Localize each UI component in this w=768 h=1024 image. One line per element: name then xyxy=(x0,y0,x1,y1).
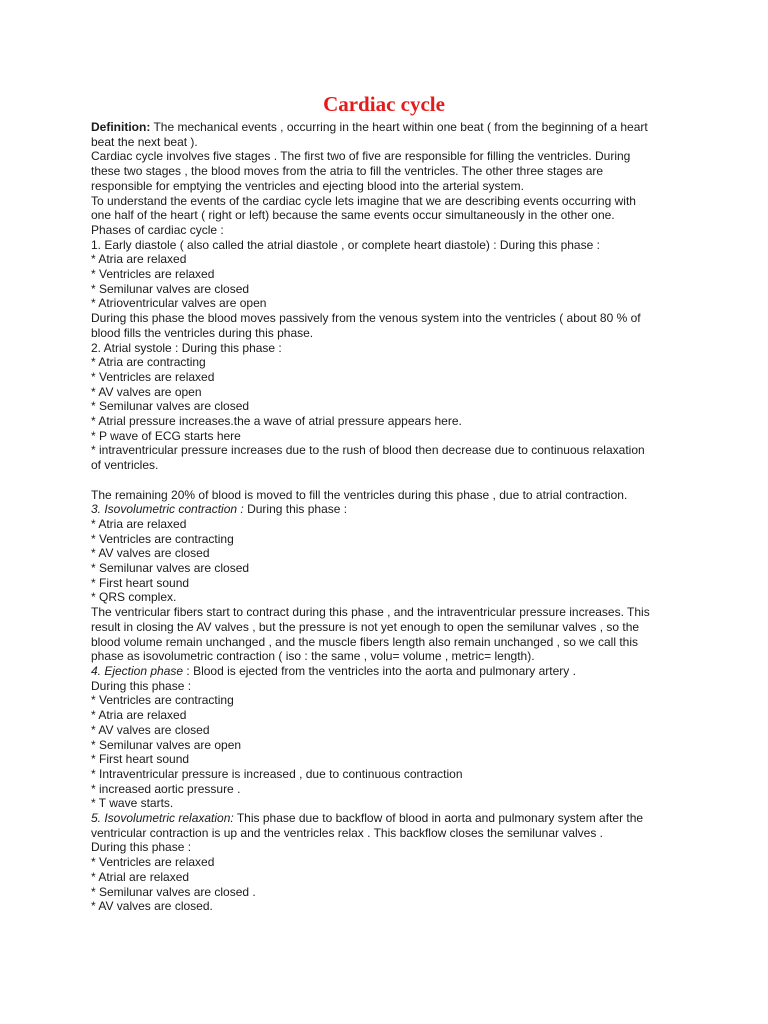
section-3-text: During this phase : xyxy=(243,502,348,517)
section-heading-line xyxy=(91,811,691,826)
list-item: * Ventricles are relaxed xyxy=(91,855,215,870)
definition-text: The mechanical events , occurring in the heart within one beat ( from the beginning of a heart xyxy=(150,120,648,134)
text-line: responsible for emptying the ventricles and ejecting blood into the arterial system. xyxy=(91,178,524,193)
section-4-text: : Blood is ejected from the ventricles into the aorta and pulmonary artery . xyxy=(183,664,576,678)
list-item: * Atria are contracting xyxy=(91,355,206,370)
list-item: * increased aortic pressure . xyxy=(91,781,241,796)
list-item: * Atria are relaxed xyxy=(91,708,187,723)
document-body xyxy=(91,120,691,914)
section-5-label: 5. Isovolumetric relaxation: xyxy=(91,811,234,826)
section-3-label: 3. Isovolumetric contraction : xyxy=(91,502,244,517)
list-item: * Ventricles are relaxed xyxy=(91,369,215,384)
definition-label: Definition: xyxy=(91,120,151,134)
text-line: During this phase the blood moves passively from the venous system into the ventricles ( about 80 % of xyxy=(91,311,641,326)
text-line: Cardiac cycle involves five stages . The first two of five are responsible for filling the ventricles. During xyxy=(91,149,631,164)
text-line: The ventricular fibers start to contract during this phase , and the intraventricular pressure increases. This xyxy=(91,605,650,620)
list-item: * Semilunar valves are closed xyxy=(91,561,250,576)
list-item: * Ventricles are relaxed xyxy=(91,267,215,282)
text-line: The remaining 20% of blood is moved to fill the ventricles during this phase , due to atrial contraction. xyxy=(91,487,628,502)
list-item: * Semilunar valves are closed xyxy=(91,281,250,296)
section-4-label: 4. Ejection phase xyxy=(91,664,184,678)
list-item: * Ventricles are contracting xyxy=(91,693,234,708)
list-item: * T wave starts. xyxy=(91,796,174,811)
list-item: * First heart sound xyxy=(91,575,190,590)
blank-line xyxy=(91,473,691,488)
text-line: beat the next beat ). xyxy=(91,134,198,149)
list-item: * Atrial pressure increases.the a wave of atrial pressure appears here. xyxy=(91,414,462,429)
list-item: * AV valves are closed xyxy=(91,722,210,737)
list-item: * Semilunar valves are open xyxy=(91,737,242,752)
list-item: * AV valves are closed xyxy=(91,546,210,561)
text-line: During this phase : xyxy=(91,840,192,855)
text-line: 1. Early diastole ( also called the atrial diastole , or complete heart diastole) : During this phase : xyxy=(91,237,600,252)
list-item: * Intraventricular pressure is increased , due to continuous contraction xyxy=(91,766,463,781)
list-item: * QRS complex. xyxy=(91,590,177,605)
text-line: result in closing the AV valves , but the pressure is not yet enough to open the semilunar valves , so the xyxy=(91,619,640,634)
list-item: * Atria are relaxed xyxy=(91,252,187,267)
text-line: During this phase : xyxy=(91,678,192,693)
list-item: * Semilunar valves are closed . xyxy=(91,884,256,899)
text-line: of ventricles. xyxy=(91,458,159,473)
section-heading-line xyxy=(91,502,691,517)
text-line: blood fills the ventricles during this phase. xyxy=(91,325,314,340)
text-line: phase as isovolumetric contraction ( iso : the same , volu= volume , metric= length). xyxy=(91,649,535,664)
list-item: * P wave of ECG starts here xyxy=(91,428,241,443)
text-line: 2. Atrial systole : During this phase : xyxy=(91,340,282,355)
text-line: ventricular contraction is up and the ventricles relax . This backflow closes the semilunar valves . xyxy=(91,825,604,840)
list-item: * Ventricles are contracting xyxy=(91,531,234,546)
section-5-text: This phase due to backflow of blood in aorta and pulmonary system after the xyxy=(233,811,644,826)
list-item: * AV valves are closed. xyxy=(91,899,213,914)
list-item: * Semilunar valves are closed xyxy=(91,399,250,414)
list-item: * Atrioventricular valves are open xyxy=(91,296,267,311)
list-item: * Atria are relaxed xyxy=(91,516,187,531)
page-title: Cardiac cycle xyxy=(323,92,445,116)
text-line: Phases of cardiac cycle : xyxy=(91,222,224,237)
list-item: * AV valves are open xyxy=(91,384,202,399)
definition-line xyxy=(91,120,691,135)
text-line: these two stages , the blood moves from the atria to fill the ventricles. The other three stages are xyxy=(91,164,604,179)
list-item: * intraventricular pressure increases due to the rush of blood then decrease due to continuous relaxation xyxy=(91,443,645,458)
list-item: * Atrial are relaxed xyxy=(91,869,190,884)
text-line: To understand the events of the cardiac cycle lets imagine that we are describing events occurring with xyxy=(91,193,636,208)
text-line: blood volume remain unchanged , and the muscle fibers length also remain unchanged , so we call this xyxy=(91,634,638,649)
list-item: * First heart sound xyxy=(91,752,190,767)
section-heading-line xyxy=(91,664,691,679)
text-line: one half of the heart ( right or left) because the same events occur simultaneously in the other one. xyxy=(91,208,615,223)
